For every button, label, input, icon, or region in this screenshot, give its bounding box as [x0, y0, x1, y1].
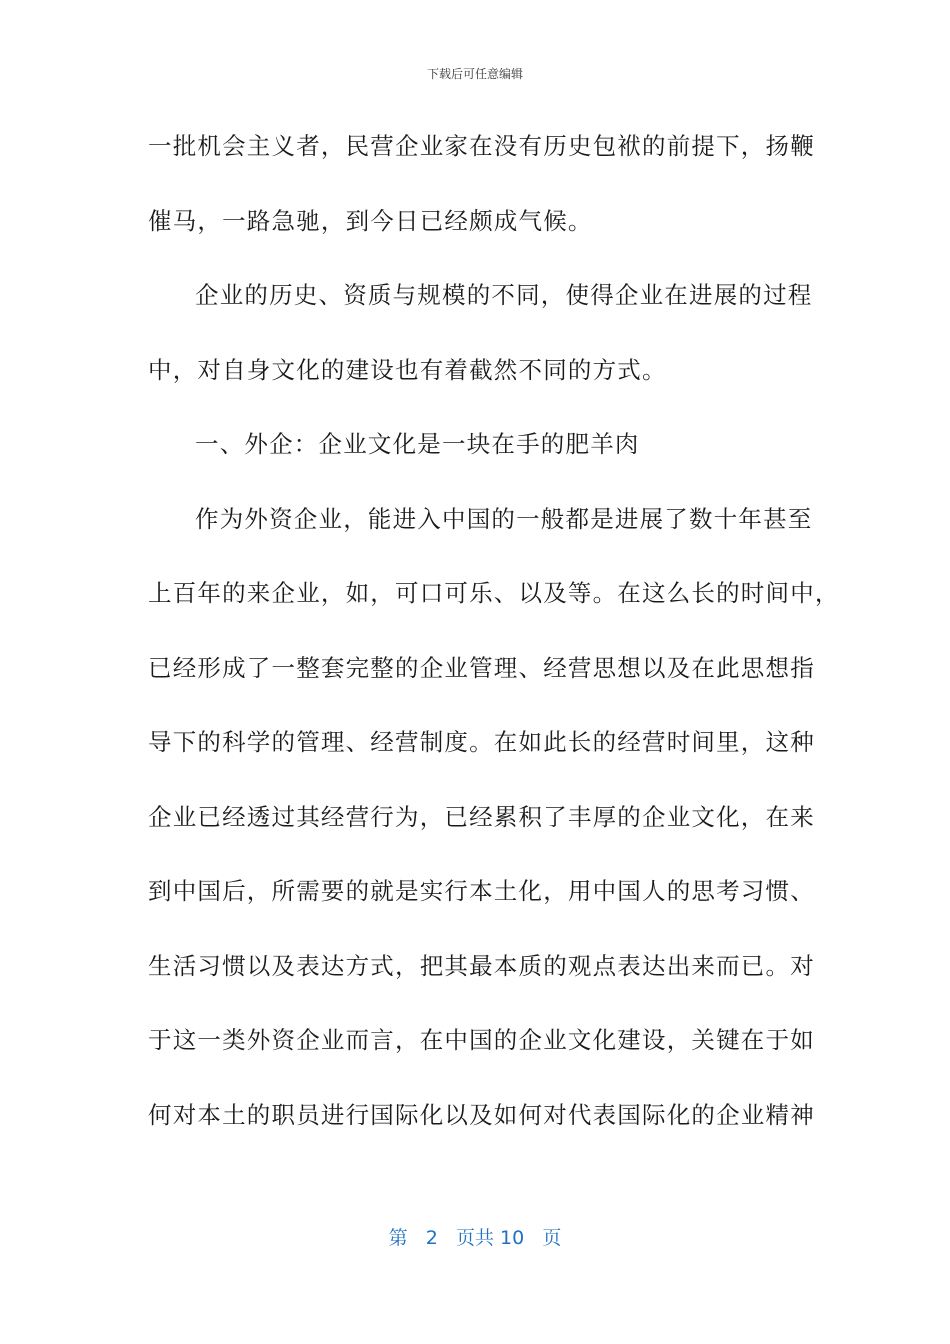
text-line: 催马，一路急驰，到今日已经颇成气候。 — [148, 206, 593, 235]
text-line: 导下的科学的管理、经营制度。在如此长的经营时间里，这种 — [148, 728, 815, 756]
footer-middle: 页共 — [455, 1227, 494, 1249]
text-line: 生活习惯以及表达方式，把其最本质的观点表达出来而已。对 — [148, 951, 815, 980]
text-line: 中，对自身文化的建设也有着截然不同的方式。 — [148, 355, 667, 384]
page-number-footer — [0, 1226, 950, 1250]
section-heading: 一、外企：企业文化是一块在手的肥羊肉 — [195, 430, 640, 458]
text-line: 何对本土的职员进行国际化以及如何对代表国际化的企业精神 — [148, 1100, 815, 1129]
text-line: 于这一类外资企业而言，在中国的企业文化建设，关键在于如 — [148, 1026, 815, 1054]
footer-prefix: 第 — [388, 1227, 408, 1249]
text-line: 已经形成了一整套完整的企业管理、经营思想以及在此思想指 — [148, 653, 815, 682]
page-header: 下载后可任意编辑 — [426, 67, 523, 81]
paragraph-start-line: 作为外资企业，能进入中国的一般都是进展了数十年甚至 — [195, 504, 813, 533]
paragraph-start-line: 企业的历史、资质与规模的不同，使得企业在进展的过程 — [195, 281, 813, 309]
total-pages-number: 10 — [500, 1227, 525, 1249]
text-line: 一批机会主义者，民营企业家在没有历史包袱的前提下，扬鞭 — [148, 132, 815, 160]
current-page-number: 2 — [425, 1227, 438, 1249]
text-line: 上百年的来企业，如，可口可乐、以及等。在这么长的时间中， — [148, 579, 840, 607]
text-line: 企业已经透过其经营行为，已经累积了丰厚的企业文化，在来 — [148, 802, 815, 831]
text-line: 到中国后，所需要的就是实行本土化，用中国人的思考习惯、 — [148, 877, 815, 905]
footer-suffix: 页 — [542, 1227, 562, 1249]
document-body — [148, 120, 840, 1163]
